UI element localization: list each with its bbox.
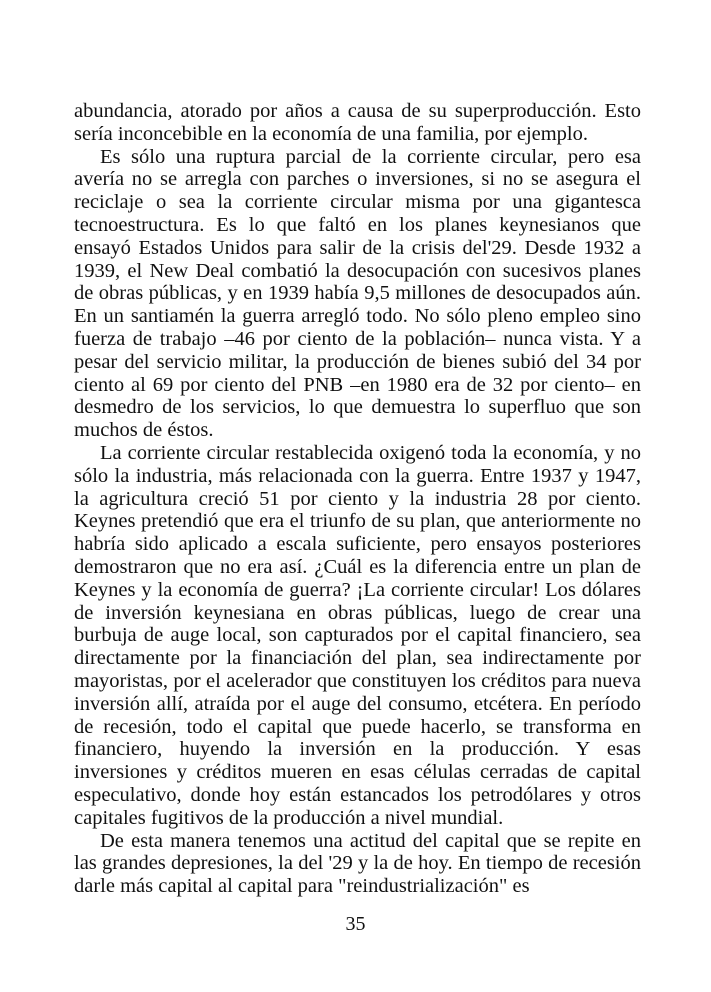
paragraph-actitud-capital: De esta manera tenemos una actitud del capital que se repite en las grandes depresiones, la del '29 y la de hoy. En tiempo de recesión darle más capital al capital para "reindustrialización" es xyxy=(74,829,641,898)
body-text xyxy=(74,100,641,898)
page-number: 35 xyxy=(345,913,366,935)
paragraph-keynes-economia-guerra: La corriente circular restablecida oxigenó toda la economía, y no sólo la industria, más relacionada con la guerra. Entre 1937 y 1947, la agricultura creció 51 por ciento y la industria 28 por ciento. Keynes pretendió que era el triunfo de su plan, que anteriormente no habría sido aplicado a escala suficiente, pero ensayos posteriores demostraron que no era así. ¿Cuál es la diferencia entre un plan de Keynes y la economía de guerra? ¡La corriente circular! Los dólares de inversión keynesiana en obras públicas, luego de crear una burbuja de auge local, son capturados por el capital financiero, sea directamente por la financiación del plan, sea indirectamente por mayoristas, por el acelerador que constituyen los créditos para nueva inversión allí, atraída por el auge del consumo, etcétera. En período de recesión, todo el capital que puede hacerlo, se transforma en financiero, huyendo la inversión en la producción. Y esas inversiones y créditos mueren en esas células cerradas de capital especulativo, donde hoy están estancados los petrodólares y otros capitales fugitivos de la producción a nivel mundial. xyxy=(74,441,641,829)
paragraph-corriente-circular: Es sólo una ruptura parcial de la corriente circular, pero esa avería no se arregla con parches o inversiones, si no se asegura el reciclaje o sea la corriente circular misma por una gigantesca tecnoestructura. Es lo que faltó en los planes keynesianos que ensayó Estados Unidos para salir de la crisis del'29. Desde 1932 a 1939, el New Deal combatió la desocupación con sucesivos planes de obras públicas, y en 1939 había 9,5 millones de desocupados aún. En un santiamén la guerra arregló todo. No sólo pleno empleo sino fuerza de trabajo –46 por ciento de la población– nunca vista. Y a pesar del servicio militar, la producción de bienes subió del 34 por ciento al 69 por ciento del PNB –en 1980 era de 32 por ciento– en desmedro de los servicios, lo que demuestra lo superfluo que son muchos de éstos. xyxy=(74,145,641,442)
paragraph-continuation: abundancia, atorado por años a causa de su superproducción. Esto sería inconcebible en la economía de una familia, por ejemplo. xyxy=(74,100,641,145)
